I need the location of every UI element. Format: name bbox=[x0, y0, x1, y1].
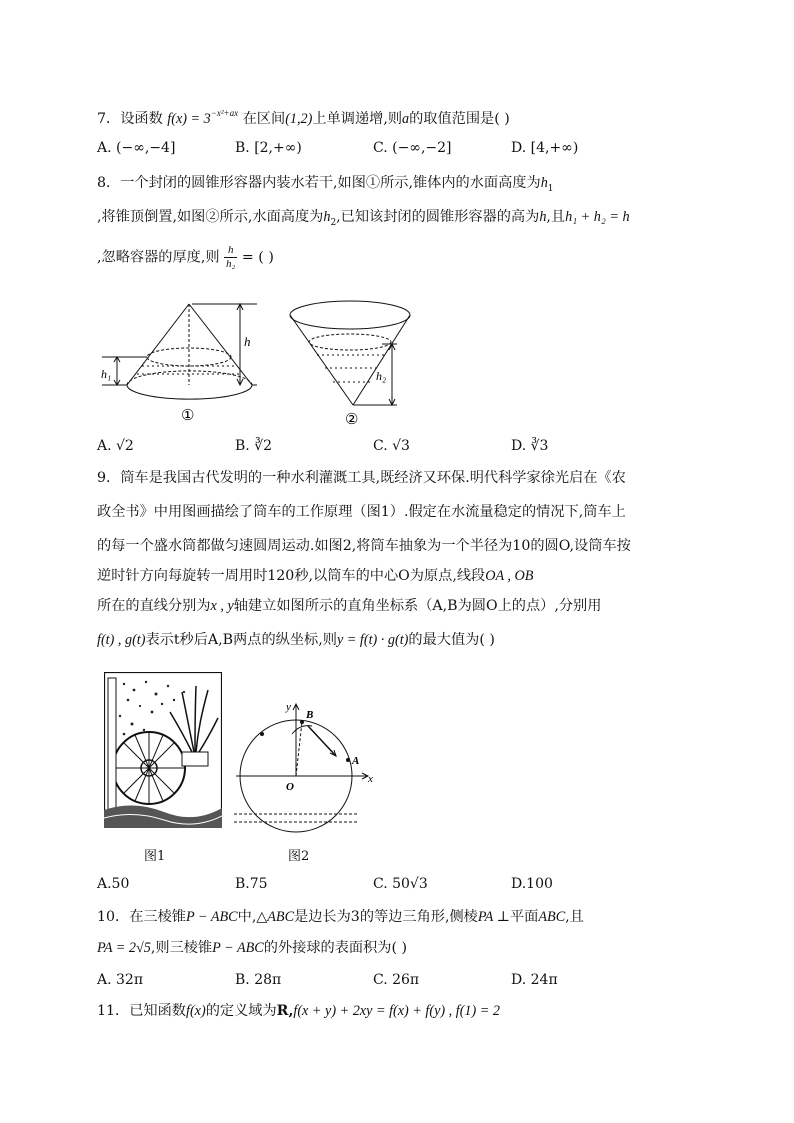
label-y: y bbox=[286, 701, 291, 713]
label-b: B bbox=[306, 709, 314, 721]
q11-line-1: 11．已知函数f(x)的定义域为R,f(x + y) + 2xy = f(x) + f(y) , f(1) = 2 bbox=[97, 1003, 500, 1019]
label-o: O bbox=[286, 781, 294, 793]
segment-ob bbox=[296, 722, 302, 776]
q9-line-5: 所在的直线分别为x , y轴建立如图所示的直角坐标系（A,B为圆O上的点）,分别用 bbox=[97, 598, 602, 614]
q9-option-c[interactable]: C. 50√3 bbox=[373, 876, 428, 892]
q9-figure-2-diagram bbox=[232, 696, 382, 834]
q10-option-c[interactable]: C. 26π bbox=[373, 972, 420, 988]
q10-line-1: 10．在三棱锥P − ABC中,△ABC是边长为3的等边三角形,侧棱PA ⊥平面ABC,且 bbox=[97, 909, 584, 925]
q7-stem: 7．设函数 $f(x) = 3^{-x^2+ax}$ 在区间(1,2)上单调递增,则a的取值范围是( ) bbox=[97, 108, 510, 127]
q8-option-c[interactable]: C. √3 bbox=[373, 438, 410, 454]
q9-line-1: 9．筒车是我国古代发明的一种水利灌溉工具,既经济又环保.明代科学家徐光启在《农 bbox=[97, 470, 626, 486]
q9-option-d[interactable]: D.100 bbox=[511, 876, 553, 892]
q7-option-a[interactable]: A. (−∞,−4] bbox=[97, 140, 176, 156]
q9-option-b[interactable]: B.75 bbox=[235, 876, 268, 892]
q9-figure-2-caption: 图2 bbox=[288, 849, 310, 864]
q8-fraction: $\frac{h}{\text{h₂}}$ bbox=[226, 244, 236, 270]
q7-option-b[interactable]: B. [2,+∞) bbox=[235, 140, 302, 156]
q8-option-a[interactable]: A. √2 bbox=[97, 438, 134, 454]
cone-2 bbox=[290, 301, 410, 405]
q10-option-b[interactable]: B. 28π bbox=[235, 972, 282, 988]
cone-2-label: ② bbox=[345, 412, 359, 428]
q9-figure-1-illustration bbox=[104, 672, 222, 828]
q8-line-3: ,忽略容器的厚度,则 $\frac{h}{\text{h₂}}$ = ( ) bbox=[97, 244, 274, 270]
q9-line-4: 逆时针方向每旋转一周用时120秒,以筒车的中心O为原点,线段OA , OB bbox=[97, 568, 534, 584]
q9-line-2: 政全书》中用图画描绘了筒车的工作原理（图1）.假定在水流量稳定的情况下,筒车上 bbox=[97, 504, 626, 520]
q8-line-2: ,将锥顶倒置,如图②所示,水面高度为$h_2$,已知该封闭的圆锥形容器的高为h,且h₁ + h₂ = h bbox=[97, 209, 630, 228]
q9-option-a[interactable]: A.50 bbox=[97, 876, 130, 892]
cone-1 bbox=[102, 304, 257, 399]
q10-line-2: PA = 2√5,则三棱锥P − ABC的外接球的表面积为( ) bbox=[97, 940, 408, 956]
label-a: A bbox=[352, 755, 360, 767]
cone-1-h1-label: h₁ bbox=[101, 367, 112, 381]
cone-1-label: ① bbox=[181, 408, 195, 424]
cone-2-h2-label: h₂ bbox=[376, 369, 387, 383]
q7-option-d[interactable]: D. [4,+∞) bbox=[511, 140, 579, 156]
q8-line-1: 8．一个封闭的圆锥形容器内装水若干,如图①所示,锥体内的水面高度为$h_1$ bbox=[97, 175, 554, 194]
q9-figure-1-caption: 图1 bbox=[144, 849, 166, 864]
q10-option-d[interactable]: D. 24π bbox=[511, 972, 558, 988]
q10-option-a[interactable]: A. 32π bbox=[97, 972, 144, 988]
water-wheel bbox=[113, 732, 185, 804]
q9-line-3: 的每一个盛水筒都做匀速圆周运动.如图2,将筒车抽象为一个半径为10的圆O,设筒车按 bbox=[97, 538, 631, 554]
q9-line-6: f(t) , g(t)表示t秒后A,B两点的纵坐标,则y = f(t) · g(t)的最大值为( ) bbox=[97, 632, 495, 648]
label-x: x bbox=[368, 773, 373, 785]
cone-1-h-label: h bbox=[244, 334, 251, 349]
q8-option-b[interactable]: B. ∛2 bbox=[235, 438, 273, 454]
q7-option-c[interactable]: C. (−∞,−2] bbox=[373, 140, 452, 156]
q8-option-d[interactable]: D. ∛3 bbox=[511, 438, 549, 454]
q8-cone-figure bbox=[97, 290, 417, 430]
